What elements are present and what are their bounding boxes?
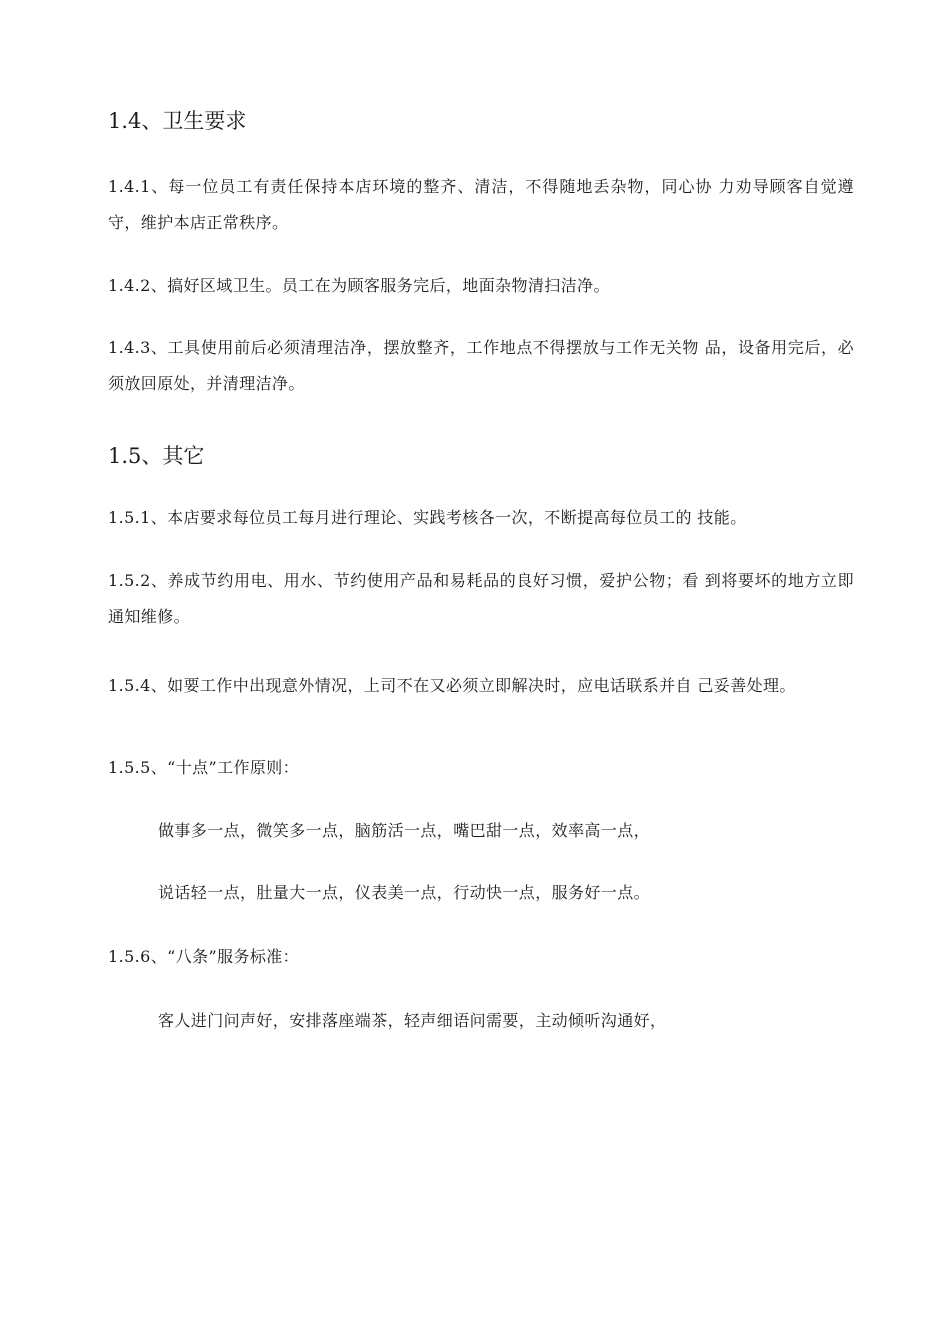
eight-standards-line-1: 客人进门问声好，安排落座端茶，轻声细语问需要，主动倾听沟通好， (158, 1011, 667, 1030)
ten-points-line-2: 说话轻一点，肚量大一点，仪表美一点，行动快一点，服务好一点。 (158, 883, 651, 902)
paragraph-1-5-6: 1.5.6、“八条”服务标准： (108, 947, 300, 966)
paragraph-1-4-2: 1.4.2、搞好区域卫生。员工在为顾客服务完后，地面杂物清扫洁净。 (108, 276, 610, 295)
paragraph-1-5-5: 1.5.5、“十点”工作原则： (108, 758, 300, 777)
section-heading-1-5: 1.5、其它 (108, 444, 205, 468)
ten-points-line-1: 做事多一点，微笑多一点，脑筋活一点，嘴巴甜一点，效率高一点， (158, 821, 651, 840)
paragraph-1-5-1: 1.5.1、本店要求每位员工每月进行理论、实践考核各一次，不断提高每位员工的 技能。 (108, 508, 747, 527)
paragraph-1-5-4: 1.5.4、如要工作中出现意外情况，上司不在又必须立即解决时，应电话联系并自 己妥善处理。 (108, 676, 796, 695)
section-heading-1-4: 1.4、卫生要求 (108, 109, 247, 133)
paragraph-1-5-2: 1.5.2、养成节约用电、用水、节约使用产品和易耗品的良好习惯，爱护公物；看 到将要坏的地方立即通知维修。 (108, 571, 854, 626)
paragraph-1-4-3: 1.4.3、工具使用前后必须清理洁净，摆放整齐，工作地点不得摆放与工作无关物 品，设备用完后，必须放回原处，并清理洁净。 (108, 338, 854, 393)
paragraph-1-4-1: 1.4.1、每一位员工有责任保持本店环境的整齐、清洁，不得随地丢杂物，同心协 力劝导顾客自觉遵守，维护本店正常秩序。 (108, 177, 854, 232)
